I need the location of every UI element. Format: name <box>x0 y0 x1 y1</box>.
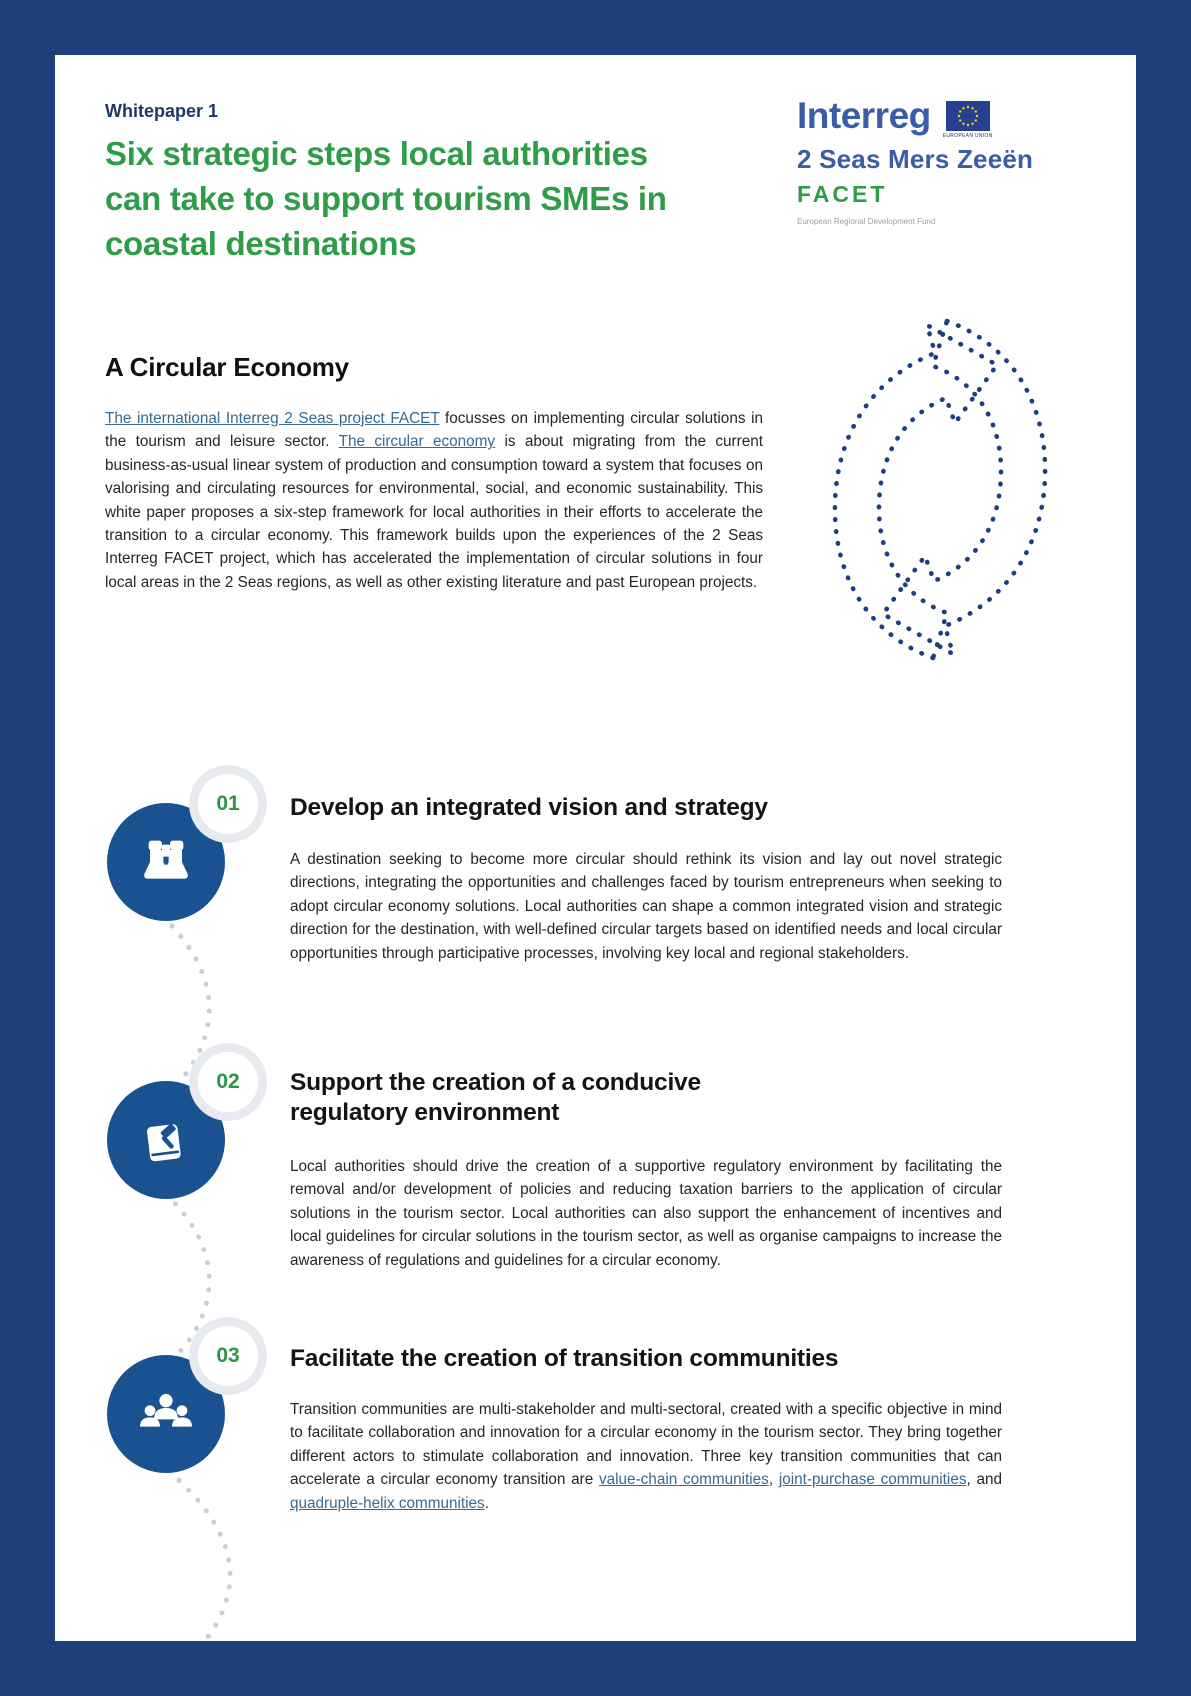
step3-end: . <box>484 1494 489 1512</box>
page <box>55 55 1136 1641</box>
section-heading: A Circular Economy <box>105 352 349 382</box>
step-number-3: 03 <box>216 1344 240 1367</box>
whitepaper-label: Whitepaper 1 <box>105 101 219 121</box>
intro-link-facet[interactable]: The international Interreg 2 Seas project FACET <box>105 410 440 427</box>
logo-fund: European Regional Development Fund <box>797 217 936 226</box>
cycle-arrows-icon <box>815 313 1067 665</box>
eu-flag-icon <box>943 101 993 139</box>
intro-paragraph <box>105 407 763 594</box>
intro-text-2: is about migrating from the current business-as-usual linear system of production and consumption toward a system that focuses on valorising and circulating resources for environmental, social, and economic sustainability. This white paper proposes a six-step framework for local authorities in their efforts to accelerate the transition to a circular economy. This framework builds upon the experiences of the 2 Seas Interreg FACET project, which has accelerated the implementation of circular solutions in four local areas in the 2 Seas regions, as well as other existing literature and past European projects. <box>105 433 763 591</box>
intro-link-circular-economy[interactable]: The circular economy <box>338 433 496 451</box>
intro-text-1: focusses on implementing circular solutions in the tourism and leisure sector. <box>105 410 763 451</box>
gavel-icon <box>134 1108 198 1172</box>
title-line-2: can take to support tourism SMEs in <box>105 180 667 217</box>
step3-text-1: Transition communities are multi-stakeholder and multi-sectoral, created with a specific objective in mind to facilitate collaboration and innovation for a circular economy in the tourism sector. They bring together different actors to stimulate collaboration and innovation. Three key transition communities that can accelerate a circular economy transition are <box>290 1401 1002 1489</box>
interreg-wordmark: Interreg <box>797 95 931 136</box>
link-quadruple-helix[interactable]: quadruple-helix communities <box>290 1494 485 1512</box>
logo <box>797 97 1117 226</box>
step-body-3 <box>290 1398 1002 1515</box>
step3-sep-1: , <box>768 1471 779 1489</box>
step-body-2: Local authorities should drive the creation of a supportive regulatory environment by facilitating the removal and/or development of policies and reducing taxation barriers to the application of circular solutions in the tourism sector. Local authorities can also support the enhancement of incentives and local guidelines for circular solutions in the tourism sector, as well as organise campaigns to increase the awareness of regulations and guidelines for a circular economy. <box>290 1158 1002 1269</box>
page-title <box>105 131 785 266</box>
step-number-2: 02 <box>216 1070 240 1093</box>
link-joint-purchase[interactable]: joint-purchase communities <box>778 1471 967 1489</box>
binoculars-icon <box>134 830 198 894</box>
step-body-1: A destination seeking to become more circular should rethink its vision and lay out novel strategic directions, integrating the opportunities and challenges faced by tourism entrepreneurs when seeking to adopt circular economy solutions. Local authorities can shape a common integrated vision and strategic direction for the destination, with well-defined circular targets based on identified needs and local circular opportunities through participative processes, involving key local and regional stakeholders. <box>290 851 1002 962</box>
step-number-badge-2 <box>189 1043 267 1121</box>
step-number-badge-3 <box>189 1317 267 1395</box>
step-title-2: Support the creation of a conducive regulatory environment <box>290 1069 701 1126</box>
eu-flag-label: EUROPEAN UNION <box>942 133 993 139</box>
link-value-chain[interactable]: value-chain communities <box>599 1471 769 1489</box>
step3-sep-2: , and <box>966 1471 1002 1489</box>
logo-subtitle: 2 Seas Mers Zeeën <box>797 144 1034 174</box>
title-line-3: coastal destinations <box>105 225 417 262</box>
people-icon <box>134 1382 198 1446</box>
logo-program: FACET <box>797 181 888 207</box>
step-title-3: Facilitate the creation of transition communities <box>290 1345 839 1372</box>
step-number-badge-1 <box>189 765 267 843</box>
step-title-1: Develop an integrated vision and strategy <box>290 794 768 821</box>
step-number-1: 01 <box>216 792 240 815</box>
title-line-1: Six strategic steps local authorities <box>105 135 648 172</box>
